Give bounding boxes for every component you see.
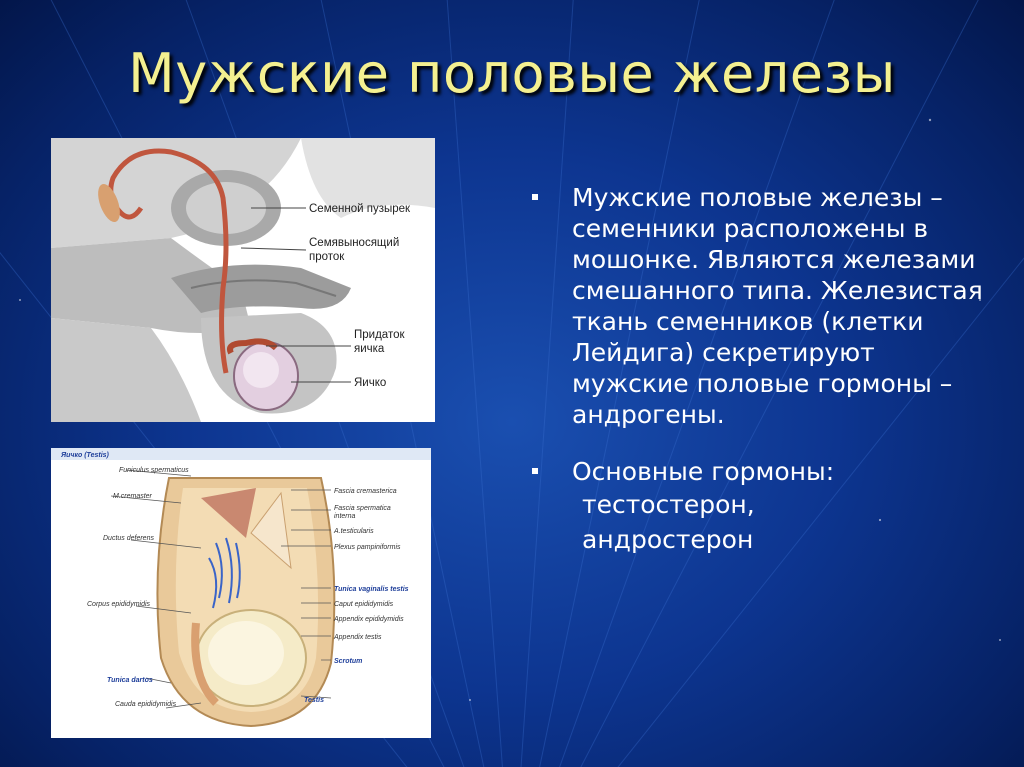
label-fascia-spermatica-1: Fascia spermatica [334,505,391,512]
slide-title: Мужские половые железы [128,42,896,105]
label-epididymis-2: яичка [354,343,385,355]
label-fascia-spermatica-2: interna [334,513,356,520]
hormone-androsterone: андростерон [582,525,754,554]
label-a-testicularis: A.testicularis [334,528,374,535]
label-caput: Caput epididymidis [334,601,394,608]
bullet-item [532,182,992,430]
label-testis: Яичко [354,377,387,389]
label-plexus: Plexus pampiniformis [334,544,401,551]
label-ductus-deferens: Ductus deferens [103,535,154,542]
label-scrotum: Scrotum [334,658,363,665]
label-corpus-epididymidis: Corpus epididymidis [87,601,151,608]
content-text [532,182,992,557]
figure-header: Яичко (Testis) [61,452,109,459]
bullet-square-icon [532,468,538,474]
label-cremaster: M.cremaster [113,493,152,500]
label-cauda-epididymidis: Cauda epididymidis [115,701,177,708]
hormone-testosterone: тестостерон, [582,490,755,519]
label-appendix-epididymidis: Appendix epididymidis [334,616,404,623]
label-vas-deferens-2: проток [309,251,345,263]
illustration-testis-layers [51,448,431,738]
bullet-text-1: Мужские половые железы – семенники расположены в мошонке. Являются железами смешанного типа. Железистая ткань семенников (клетки Лейдига) секретируют мужские половые гормоны – андрогены. [572,183,983,429]
label-appendix-testis: Appendix testis [334,634,382,641]
label-fascia-cremasterica: Fascia cremasterica [334,488,397,495]
label-tunica-dartos: Tunica dartos [107,677,153,684]
label-funiculus: Funiculus spermaticus [119,467,189,474]
label-tunica-vaginalis: Tunica vaginalis testis [334,586,409,593]
illustration-sagittal [51,138,435,422]
bullet-text-2: Основные гормоны: [572,457,835,486]
bullet-item [532,456,992,487]
label-epididymis-1: Придаток [354,329,405,341]
label-vas-deferens-1: Семявыносящий [309,237,400,249]
bullet-square-icon [532,194,538,200]
label-testis-latin: Testis [304,697,324,704]
label-seminal-vesicle: Семенной пузырек [309,203,411,215]
